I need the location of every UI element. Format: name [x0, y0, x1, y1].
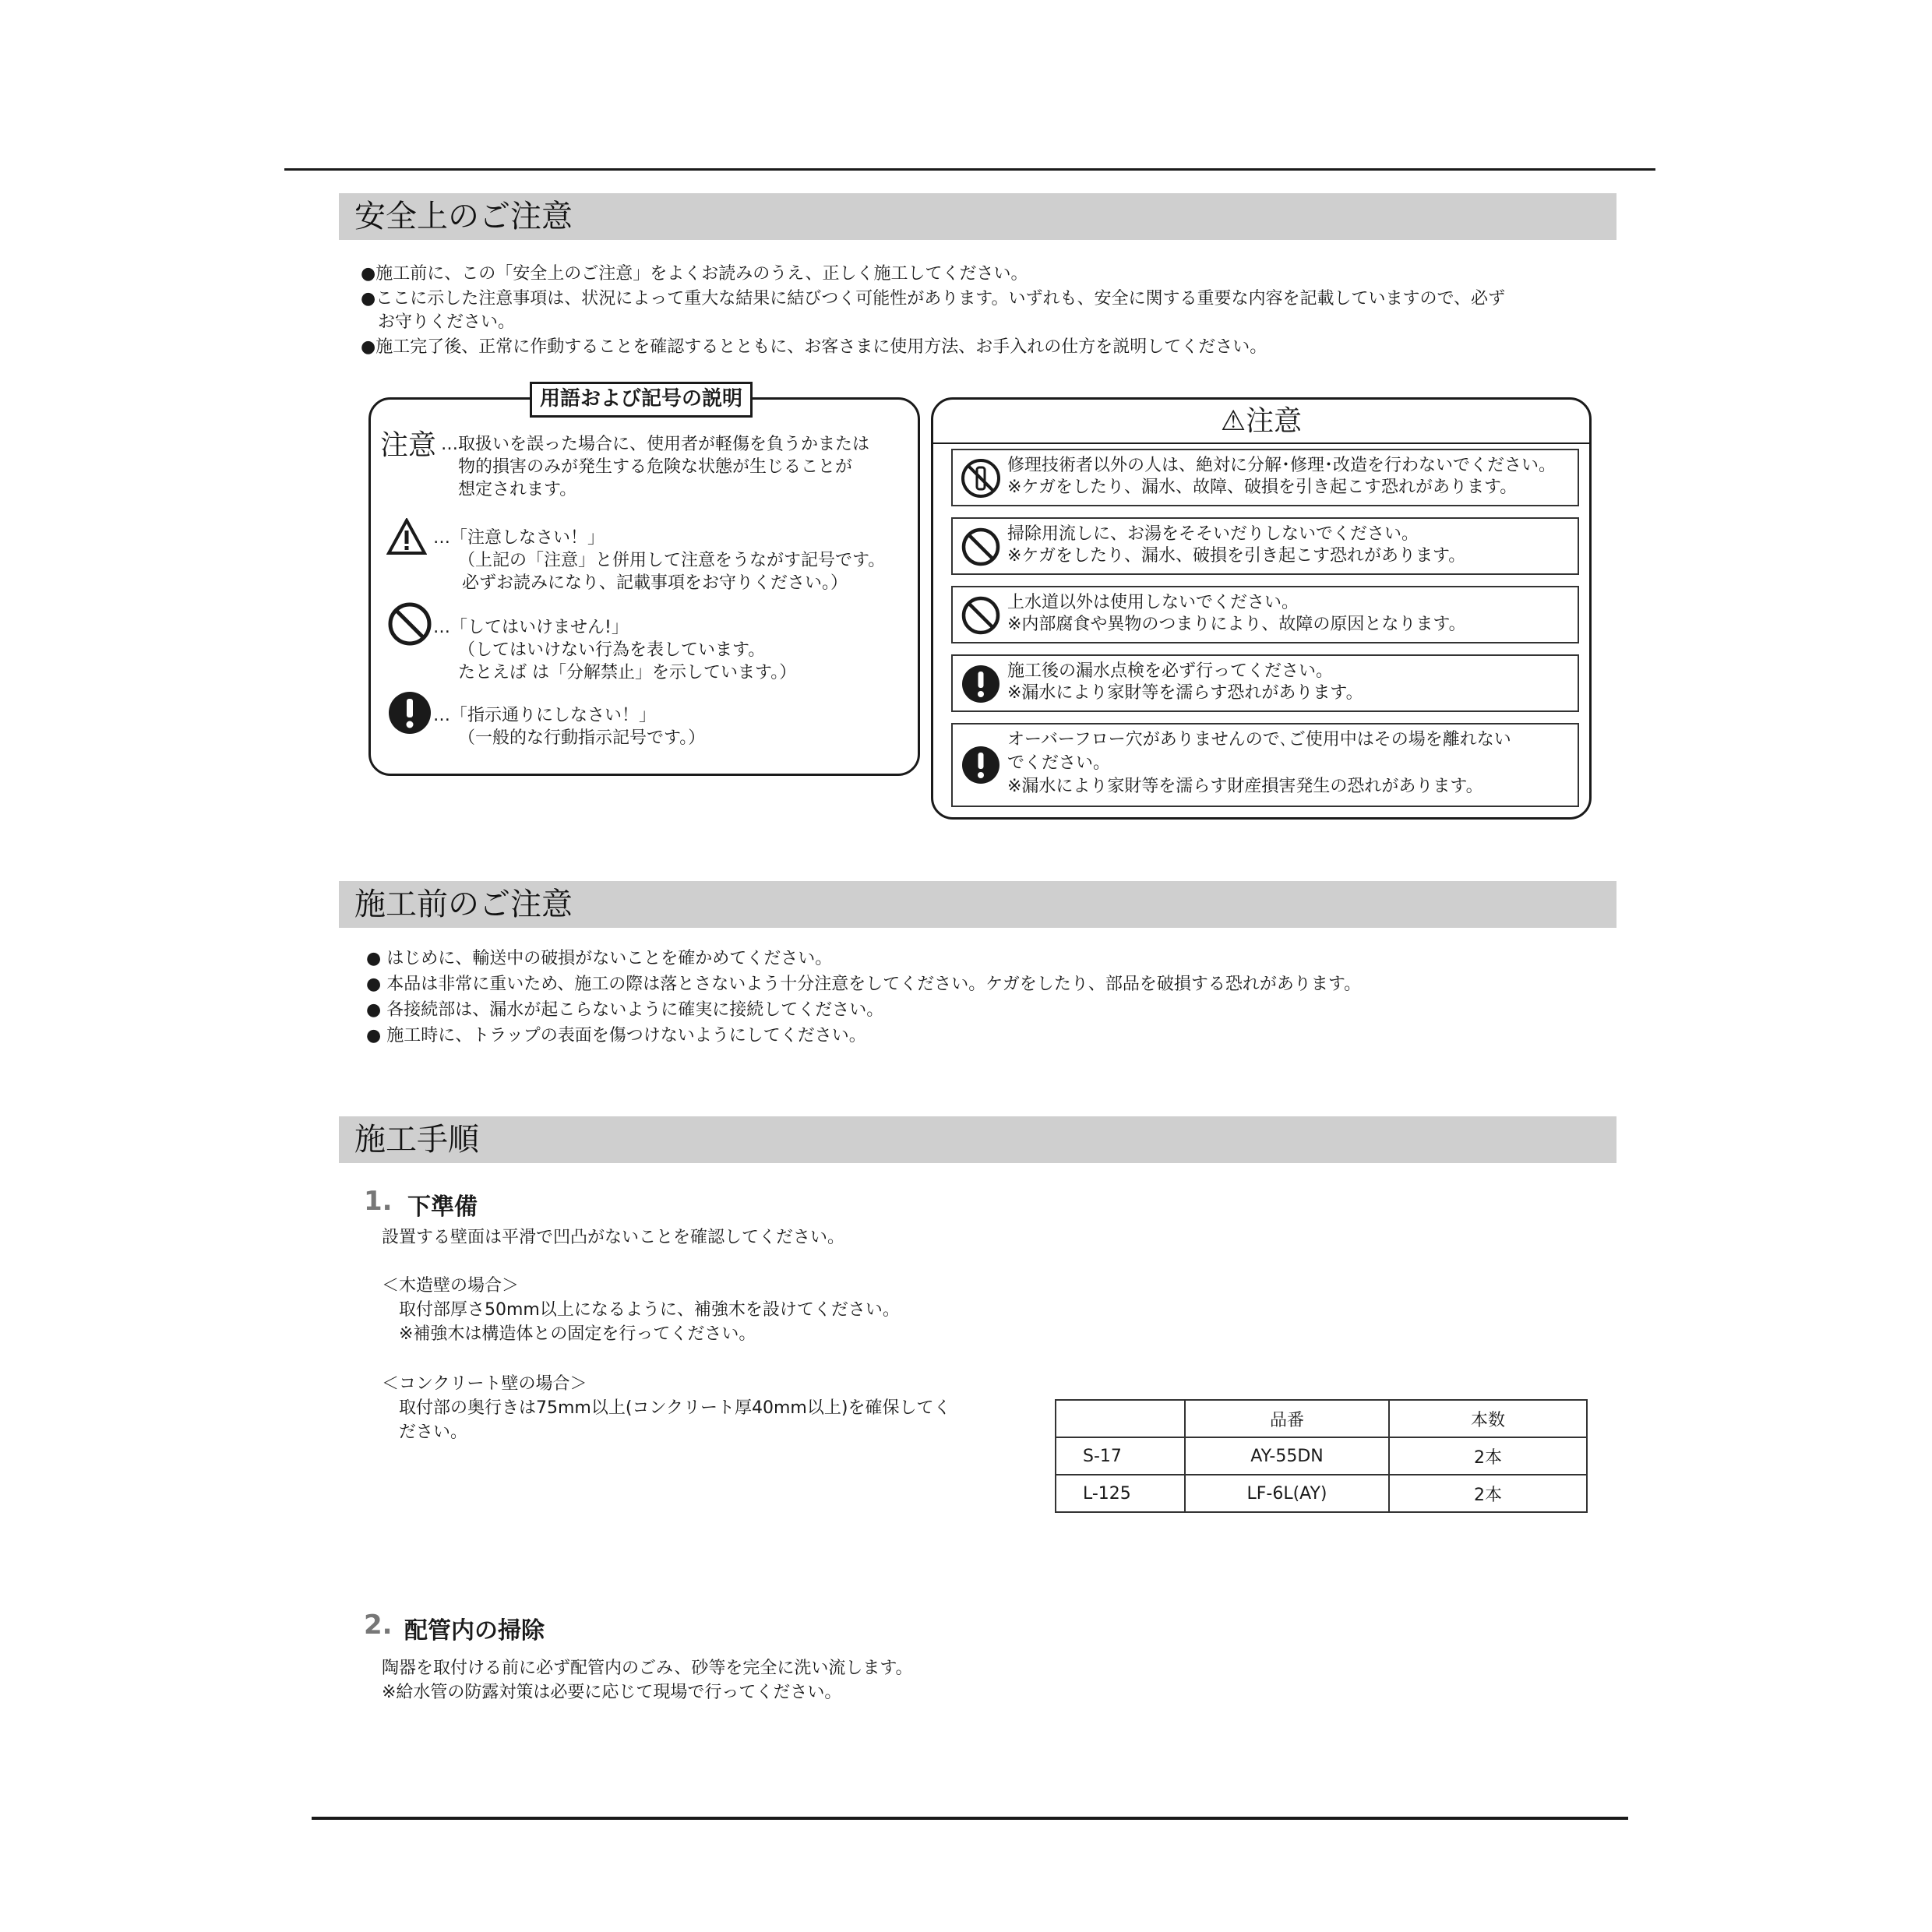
caution-item-5-line-2: でください。	[1007, 753, 1111, 773]
step-1-number: 1.	[364, 1186, 393, 1217]
instruction-icon	[961, 664, 1001, 704]
caution-item-3-line-1: 上水道以外は使用しないでください。	[1007, 593, 1299, 612]
caution-desc-2: 物的損害のみが発生する危険な状態が生じることが	[458, 457, 853, 477]
no-disassembly-icon	[961, 458, 1001, 499]
bottom-rule	[312, 1817, 1628, 1820]
prohibit-desc-3: たとえば は「分解禁止」を示しています。）	[458, 663, 797, 682]
wood-wall-line-2: ※補強木は構造体との固定を行ってください。	[399, 1324, 756, 1344]
caution-item-3	[951, 586, 1579, 643]
terms-box-title: 用語および記号の説明	[530, 382, 753, 418]
table-header-cell: 本数	[1389, 1400, 1587, 1437]
step-2-line-1: 陶器を取付ける前に必ず配管内のごみ、砂等を完全に洗い流します。	[382, 1659, 913, 1678]
instruct-desc-1: …「指示通りにしなさい！」	[433, 706, 657, 725]
caution-item-2-line-2: ※ケガをしたり、漏水、破損を引き起こす恐れがあります。	[1007, 546, 1466, 566]
table-header-cell	[1056, 1400, 1185, 1437]
caution-item-3-line-2: ※内部腐食や異物のつまりにより、故障の原因となります。	[1007, 615, 1466, 634]
table-cell: LF-6L(AY)	[1185, 1475, 1389, 1512]
list-item: ● はじめに、輸送中の破損がないことを確かめてください。	[366, 949, 833, 968]
top-rule	[284, 168, 1655, 171]
caution-item-2	[951, 517, 1579, 575]
section-title-safety: 安全上のご注意	[339, 193, 1616, 240]
table-header-cell: 品番	[1185, 1400, 1389, 1437]
caution-item-2-line-1: 掃除用流しに、お湯をそそいだりしないでください。	[1007, 524, 1419, 544]
caution-item-4-line-2: ※漏水により家財等を濡らす恐れがあります。	[1007, 683, 1363, 703]
wood-wall-heading: ＜木造壁の場合＞	[382, 1276, 520, 1296]
caution-item-1-line-1: 修理技術者以外の人は、絶対に分解･修理･改造を行わないでください。	[1007, 456, 1557, 475]
list-item: ● 本品は非常に重いため、施工の際は落とさないよう十分注意をしてください。ケガをしたり、部品を破損する恐れがあります。	[366, 975, 1362, 994]
caution-desc-1: …取扱いを誤った場合に、使用者が軽傷を負うかまたは	[441, 435, 870, 454]
caution-item-4-line-1: 施工後の漏水点検を必ず行ってください。	[1007, 661, 1334, 681]
prohibit-icon	[387, 601, 432, 647]
pre-install-list	[366, 946, 1361, 1049]
caution-item-5-line-1: オーバーフロー穴がありませんので､ご使用中はその場を離れない	[1007, 730, 1511, 749]
concrete-wall-line-1: 取付部の奥行きは75mm以上(コンクリート厚40mm以上)を確保してく	[399, 1398, 951, 1418]
parts-table	[1055, 1399, 1588, 1513]
caution-item-5	[951, 723, 1579, 807]
instruction-icon	[961, 745, 1001, 785]
step-2-title: 配管内の掃除	[404, 1617, 545, 1645]
warn-desc-3: 必ずお読みになり、記載事項をお守りください。）	[462, 573, 848, 593]
concrete-wall-line-2: ださい。	[399, 1423, 468, 1442]
warning-triangle-icon	[386, 518, 427, 555]
caution-item-4	[951, 654, 1579, 712]
concrete-wall-heading: ＜コンクリート壁の場合＞	[382, 1374, 587, 1394]
caution-word: 注意	[380, 429, 437, 461]
instruct-desc-2: （一般的な行動指示記号です。）	[458, 728, 706, 748]
step-1-title: 下準備	[407, 1193, 478, 1221]
intro-line-1: ●施工前に、この「安全上のご注意」をよくお読みのうえ、正しく施工してください。	[361, 264, 1028, 284]
section-title-pre-install: 施工前のご注意	[339, 881, 1616, 928]
prohibit-desc-2: （してはいけない行為を表しています。	[458, 640, 766, 660]
intro-line-2: ●ここに示した注意事項は、状況によって重大な結果に結びつく可能性があります。いずれも、安全に関する重要な内容を記載していますので、必ず	[361, 289, 1506, 308]
caution-desc-3: 想定されます。	[458, 480, 577, 499]
prohibit-desc-1: …「してはいけません!」	[433, 618, 629, 637]
warn-desc-1: …「注意しなさい！」	[433, 528, 605, 548]
table-row	[1056, 1475, 1587, 1512]
list-item: ● 施工時に、トラップの表面を傷つけないようにしてください。	[366, 1026, 866, 1045]
step-2-number: 2.	[364, 1609, 393, 1641]
table-header-row	[1056, 1400, 1587, 1437]
intro-line-4: ●施工完了後、正常に作動することを確認するとともに、お客さまに使用方法、お手入れの仕方を説明してください。	[361, 337, 1267, 357]
step-1-text: 設置する壁面は平滑で凹凸がないことを確認してください。	[382, 1228, 845, 1247]
intro-line-3: お守りください。	[378, 312, 516, 332]
prohibit-icon	[961, 595, 1001, 636]
table-cell: AY-55DN	[1185, 1437, 1389, 1475]
section-title-procedure: 施工手順	[339, 1116, 1616, 1163]
table-cell: L-125	[1056, 1475, 1185, 1512]
table-row	[1056, 1437, 1587, 1475]
instruction-icon	[387, 690, 432, 735]
table-cell: 2本	[1389, 1437, 1587, 1475]
table-cell: 2本	[1389, 1475, 1587, 1512]
step-2-line-2: ※給水管の防露対策は必要に応じて現場で行ってください。	[382, 1683, 842, 1702]
prohibit-icon	[961, 527, 1001, 567]
warn-desc-2: （上記の「注意」と併用して注意をうながす記号です。	[458, 551, 886, 570]
caution-item-1	[951, 449, 1579, 506]
table-cell: S-17	[1056, 1437, 1185, 1475]
caution-item-5-line-3: ※漏水により家財等を濡らす財産損害発生の恐れがあります。	[1007, 777, 1483, 796]
list-item: ● 各接続部は、漏水が起こらないように確実に接続してください。	[366, 1000, 884, 1020]
caution-heading: ⚠注意	[933, 399, 1590, 444]
wood-wall-line-1: 取付部厚さ50mm以上になるように、補強木を設けてください。	[399, 1300, 900, 1320]
caution-item-1-line-2: ※ケガをしたり、漏水、故障、破損を引き起こす恐れがあります。	[1007, 478, 1518, 497]
